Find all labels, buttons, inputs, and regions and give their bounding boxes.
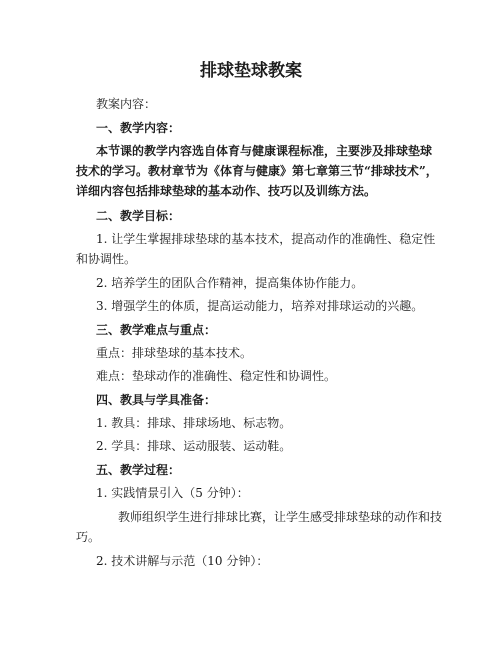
intro-label: 教案内容： [96, 97, 157, 111]
difficulty-text: 难点：垫球动作的准确性、稳定性和协调性。 [96, 369, 337, 383]
objective-item: 3. 增强学生的体质，提高运动能力，培养对排球运动的兴趣。 [96, 299, 424, 313]
document-title: 排球垫球教案 [200, 61, 302, 81]
process-step-detail-continuation: 巧。 [76, 530, 101, 544]
section-heading-difficulties: 三、教学难点与重点： [96, 323, 217, 337]
section-heading-objectives: 二、教学目标： [96, 209, 181, 223]
content-paragraph-line: 技术的学习。教材章节为《体育与健康》第七章第三节“排球技术”， [76, 164, 438, 178]
section-heading-equipment: 四、教具与学具准备： [96, 393, 217, 407]
objective-item: 1. 让学生掌握排球垫球的基本技术，提高动作的准确性、稳定性 [96, 232, 436, 246]
section-heading-process: 五、教学过程： [96, 463, 181, 477]
content-paragraph-line: 本节课的教学内容选自体育与健康课程标准，主要涉及排球垫球 [96, 144, 433, 158]
objective-item-continuation: 和协调性。 [76, 252, 137, 266]
section-heading-content: 一、教学内容： [96, 121, 181, 135]
process-step: 2. 技术讲解与示范（10 分钟）： [96, 554, 269, 568]
key-point-text: 重点：排球垫球的基本技术。 [96, 346, 253, 360]
objective-item: 2. 培养学生的团队合作精神，提高集体协作能力。 [96, 276, 364, 290]
content-paragraph-line: 详细内容包括排球垫球的基本动作、技巧以及训练方法。 [76, 184, 377, 198]
process-step-detail: 教师组织学生进行排球比赛，让学生感受排球垫球的动作和技 [118, 510, 443, 524]
process-step: 1. 实践情景引入（5 分钟）： [96, 486, 249, 500]
equipment-item: 1. 教具：排球、排球场地、标志物。 [96, 416, 292, 430]
equipment-item: 2. 学具：排球、运动服装、运动鞋。 [96, 439, 292, 453]
